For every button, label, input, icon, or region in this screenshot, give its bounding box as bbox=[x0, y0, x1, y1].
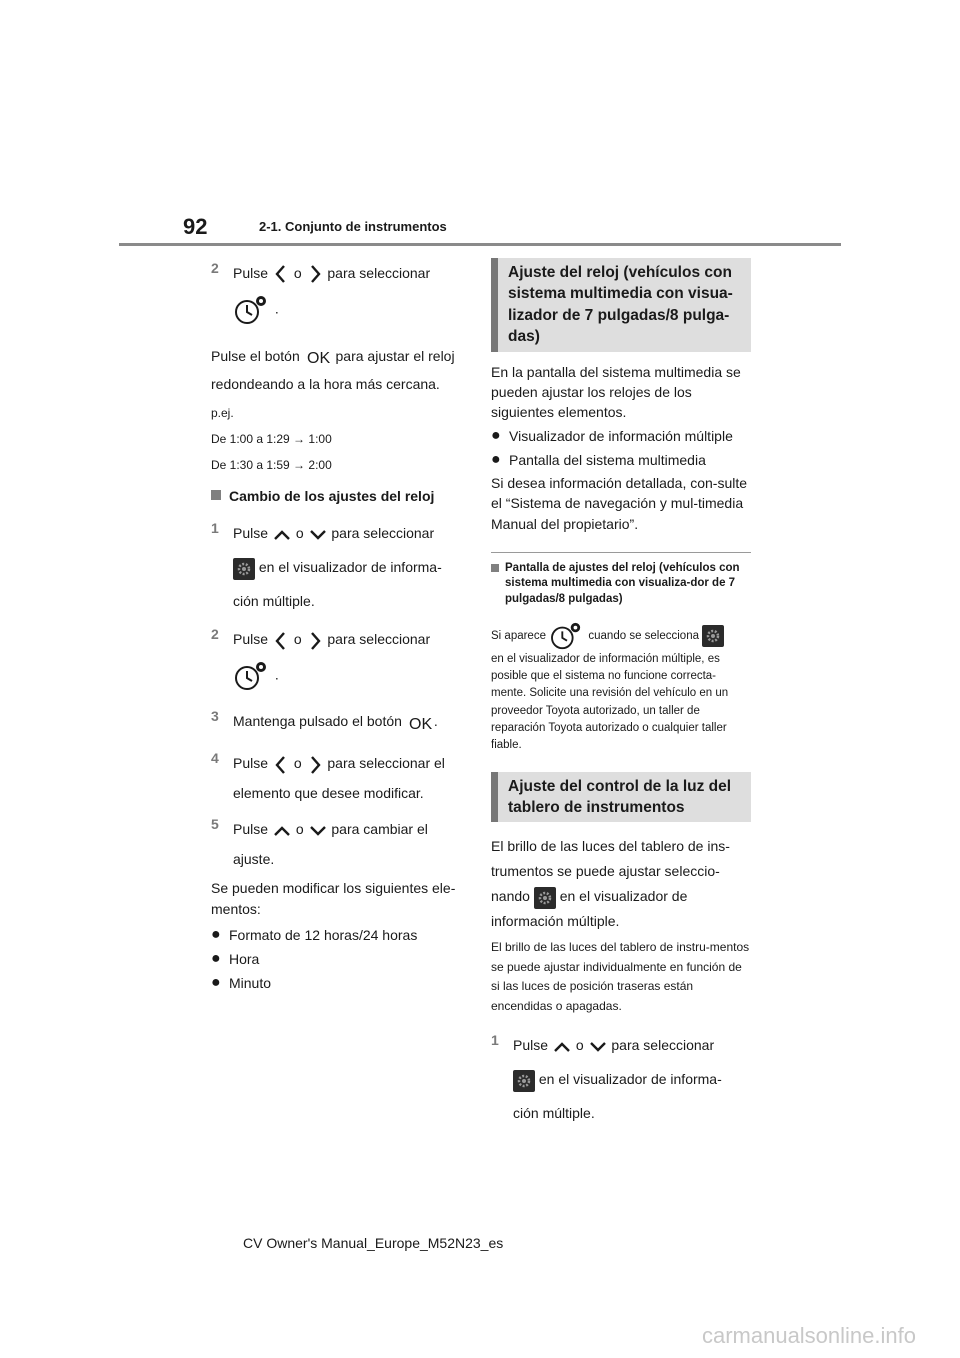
clock-settings-icon bbox=[233, 660, 271, 692]
brightness-note: El brillo de las luces del tablero de instru-mentos se puede ajustar individualmente en función de si las luces de posición traseras están encendidas o apagadas. bbox=[491, 940, 750, 1013]
ok-button-icon bbox=[406, 714, 434, 732]
chevron-left-icon bbox=[272, 754, 290, 776]
clock-intro: En la pantalla del sistema multimedia se pueden ajustar los relojes de los siguientes elementos. bbox=[491, 363, 741, 421]
step-2-select-clock bbox=[211, 258, 473, 326]
chevron-right-icon bbox=[306, 263, 324, 285]
step-4 bbox=[211, 748, 473, 808]
section-title: 2-1. Conjunto de instrumentos bbox=[259, 219, 447, 234]
step-text: ción múltiple. bbox=[233, 593, 315, 610]
note-body: en el visualizador de información múltiple, es posible que el sistema no funcione correcta-mente. Solicite una revisión del vehículo en un proveedor Toyota autorizado, un taller de reparación Toyota autorizado o cualquier taller fiable. bbox=[491, 653, 729, 751]
step-text: para seleccionar bbox=[331, 525, 435, 542]
step-text: para seleccionar bbox=[327, 265, 431, 281]
chevron-up-icon bbox=[272, 527, 292, 543]
chevron-down-icon bbox=[308, 527, 328, 543]
step-text: elemento que desee modificar. bbox=[233, 785, 424, 802]
clock-items bbox=[491, 426, 751, 470]
step-text-end: . bbox=[433, 713, 438, 730]
step-text-end: . bbox=[274, 300, 279, 317]
chevron-left-icon bbox=[272, 263, 290, 285]
note-text: Si aparece bbox=[491, 630, 546, 643]
bullet-dot-icon: ● bbox=[211, 974, 221, 992]
bullet-dot-icon: ● bbox=[491, 427, 501, 445]
step-text: Mantenga pulsado el botón bbox=[233, 713, 402, 730]
note-box bbox=[491, 552, 751, 754]
watermark: carmanualsonline.info bbox=[701, 1323, 916, 1348]
step-text: o bbox=[293, 755, 302, 772]
list-item-text: Visualizador de información múltiple bbox=[509, 428, 733, 445]
step-text: o bbox=[575, 1037, 584, 1054]
square-bullet-icon bbox=[211, 490, 221, 500]
items-intro: Se pueden modificar los siguientes ele-mentos: bbox=[211, 880, 456, 917]
step-text: ajuste. bbox=[233, 851, 275, 868]
step-text: en el visualizador de informa- bbox=[258, 559, 442, 576]
list-item-text: Minuto bbox=[229, 975, 272, 992]
right-column bbox=[491, 258, 751, 1128]
gear-settings-icon bbox=[233, 558, 255, 580]
left-column bbox=[211, 258, 473, 994]
chevron-up-icon bbox=[272, 823, 292, 839]
step-text: o bbox=[293, 631, 302, 648]
gear-settings-icon bbox=[513, 1070, 535, 1092]
step-text: para seleccionar bbox=[327, 631, 431, 648]
step-text: en el visualizador de informa- bbox=[538, 1071, 722, 1088]
step-number: 3 bbox=[211, 708, 219, 725]
ok-button-icon bbox=[304, 348, 332, 366]
note-subheading bbox=[491, 561, 751, 608]
step-text-end: . bbox=[274, 667, 279, 683]
bullet-dot-icon: ● bbox=[491, 450, 501, 468]
brightness-text: en el visualizador de información múltiple. bbox=[491, 888, 688, 930]
gear-settings-icon bbox=[534, 887, 556, 909]
bullet-dot-icon: ● bbox=[211, 925, 221, 943]
heading-dash-light: Ajuste del control de la luz del tablero de instrumentos bbox=[491, 772, 751, 823]
list-item bbox=[491, 450, 751, 470]
step-text: o bbox=[295, 821, 304, 838]
step-number: 2 bbox=[211, 260, 219, 276]
example-line: De 1:00 a 1:29 → 1:00 bbox=[211, 432, 332, 446]
chevron-left-icon bbox=[272, 630, 290, 652]
manual-footer: CV Owner's Manual_Europe_M52N23_es bbox=[243, 1235, 504, 1251]
step-text: ción múltiple. bbox=[513, 1105, 595, 1122]
svg-text:OK: OK bbox=[408, 715, 432, 732]
step-text: para seleccionar el bbox=[327, 755, 445, 772]
bullet-dot-icon: ● bbox=[211, 950, 221, 968]
note-line bbox=[491, 621, 751, 651]
list-item bbox=[211, 973, 473, 993]
step-number: 1 bbox=[211, 520, 219, 537]
square-bullet-icon bbox=[491, 564, 499, 572]
list-item-text: Hora bbox=[229, 951, 260, 968]
note-text: cuando se selecciona bbox=[588, 630, 699, 643]
header-rule bbox=[119, 243, 841, 246]
list-item bbox=[211, 925, 473, 945]
step-number: 2 bbox=[211, 626, 219, 643]
step-text: Pulse bbox=[513, 1037, 549, 1054]
chevron-right-icon bbox=[306, 754, 324, 776]
step-text: Pulse bbox=[233, 631, 269, 648]
chevron-down-icon bbox=[588, 1039, 608, 1055]
list-item bbox=[211, 949, 473, 969]
ok-text: para ajustar el reloj bbox=[335, 348, 455, 364]
step-text: Pulse bbox=[233, 265, 269, 281]
chevron-up-icon bbox=[552, 1039, 572, 1055]
step-3 bbox=[211, 706, 473, 736]
gear-settings-icon bbox=[702, 625, 724, 647]
step-5 bbox=[211, 814, 473, 874]
step-text: o bbox=[293, 265, 302, 281]
example-label: p.ej. bbox=[211, 406, 234, 420]
step-1-brightness bbox=[491, 1030, 751, 1128]
list-item-text: Pantalla del sistema multimedia bbox=[509, 451, 706, 468]
clock-settings-icon bbox=[233, 294, 271, 326]
brightness-paragraph bbox=[491, 834, 751, 934]
step-number: 1 bbox=[491, 1032, 499, 1049]
step-1 bbox=[211, 518, 473, 616]
chevron-right-icon bbox=[306, 630, 324, 652]
ok-text: Pulse el botón bbox=[211, 348, 300, 364]
step-text: Pulse bbox=[233, 821, 269, 838]
step-number: 4 bbox=[211, 750, 219, 767]
step-2 bbox=[211, 624, 473, 692]
step-text: o bbox=[295, 525, 304, 542]
subheading bbox=[211, 486, 473, 506]
ok-paragraph bbox=[211, 342, 473, 370]
page-number: 92 bbox=[183, 214, 208, 239]
list-item-text: Formato de 12 horas/24 horas bbox=[229, 926, 418, 943]
note-subheading-text: Pantalla de ajustes del reloj (vehículos con sistema multimedia con visualiza-dor de 7 pulgadas/8 pulgadas) bbox=[505, 561, 740, 605]
brightness-text: El brillo de las luces del tablero de ins-trumentos se puede ajustar seleccio-nando bbox=[491, 838, 730, 905]
subheading-text: Cambio de los ajustes del reloj bbox=[229, 488, 435, 504]
step-number: 5 bbox=[211, 816, 219, 833]
clock-settings-icon bbox=[549, 621, 585, 651]
more-info: Si desea información detallada, con-sulte el “Sistema de navegación y mul-timedia Manual del propietario”. bbox=[491, 474, 748, 532]
step-text: Pulse bbox=[233, 755, 269, 772]
example-line: De 1:30 a 1:59 → 2:00 bbox=[211, 458, 332, 472]
step-text: para seleccionar bbox=[611, 1037, 715, 1054]
svg-text:OK: OK bbox=[306, 350, 330, 367]
ok-line-2: redondeando a la hora más cercana. bbox=[211, 376, 440, 392]
heading-clock: Ajuste del reloj (vehículos con sistema multimedia con visua-lizador de 7 pulgadas/8 pulga-das) bbox=[491, 258, 751, 352]
step-text: para cambiar el bbox=[331, 821, 428, 838]
step-text: Pulse bbox=[233, 525, 269, 542]
list-item bbox=[491, 426, 751, 446]
items-list bbox=[211, 925, 473, 994]
chevron-down-icon bbox=[308, 823, 328, 839]
